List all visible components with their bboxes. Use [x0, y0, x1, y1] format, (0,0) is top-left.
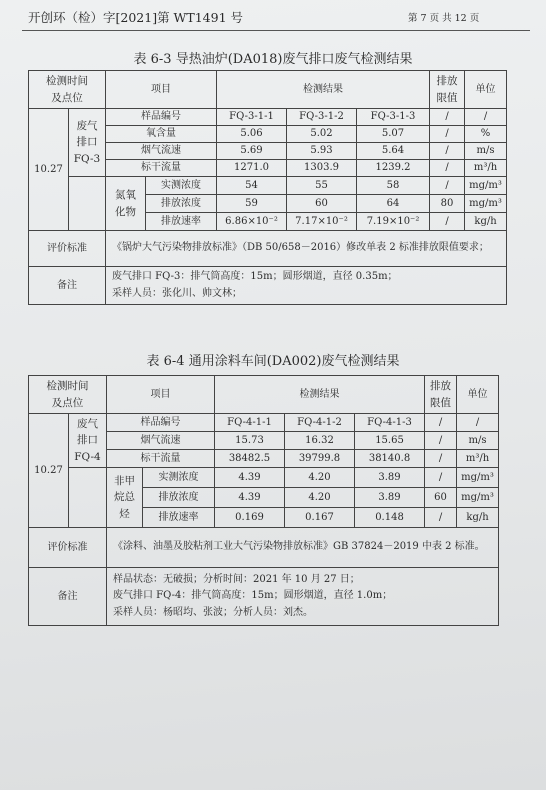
header-result: 检测结果	[217, 71, 430, 109]
standard-text: 《涂料、油墨及胶粘剂工业大气污染物排放标准》GB 37824－2019 中表 2 标准。	[107, 528, 499, 568]
table-row: 标干流量 1271.0 1303.9 1239.2 / m³/h	[29, 160, 507, 177]
report-number: 开创环（检）字[2021]第 WT1491 号	[28, 10, 244, 25]
header-divider	[22, 30, 530, 31]
table-row: 氮氧 化物 实测浓度 54 55 58 / mg/m³	[29, 177, 507, 195]
table-row: 排放浓度 4.39 4.20 3.89 60 mg/m³	[29, 488, 499, 508]
table-row: 烟气流速 15.73 16.32 15.65 / m/s	[29, 432, 499, 450]
table-row: 氧含量 5.06 5.02 5.07 / %	[29, 126, 507, 143]
standard-label: 评价标准	[29, 528, 107, 568]
header-time-point: 检测时间 及点位	[29, 376, 107, 414]
table-row: 排放浓度 59 60 64 80 mg/m³	[29, 195, 507, 213]
table-row: 10.27 废气 排口 FQ-3 样品编号 FQ-3-1-1 FQ-3-1-2 FQ-3-1-3 / /	[29, 109, 507, 126]
header-unit: 单位	[457, 376, 499, 414]
empty-cell	[69, 177, 106, 231]
header-limit: 排放 限值	[425, 376, 457, 414]
header-unit: 单位	[465, 71, 507, 109]
header-limit: 排放 限值	[430, 71, 465, 109]
table-row: 烟气流速 5.69 5.93 5.64 / m/s	[29, 143, 507, 160]
table-6-4	[28, 375, 499, 626]
table-row: 排放速率 0.169 0.167 0.148 / kg/h	[29, 508, 499, 528]
remarks-text: 废气排口 FQ-3：排气筒高度：15m；圆形烟道，直径 0.35m； 采样人员：张化川、帅文林；	[106, 267, 507, 305]
page-number: 第 7 页 共 12 页	[408, 13, 480, 24]
remarks-label: 备注	[29, 568, 107, 626]
header-time-point: 检测时间 及点位	[29, 71, 106, 109]
header-item: 项目	[106, 71, 217, 109]
date-cell: 10.27	[29, 109, 69, 231]
table-row: 标干流量 38482.5 39799.8 38140.8 / m³/h	[29, 450, 499, 468]
table-row: 10.27 废气 排口 FQ-4 样品编号 FQ-4-1-1 FQ-4-1-2 FQ-4-1-3 / /	[29, 414, 499, 432]
table-6-3	[28, 70, 507, 305]
table-6-4-title: 表 6-4 通用涂料车间(DA002)废气检测结果	[146, 354, 400, 369]
header-result: 检测结果	[215, 376, 425, 414]
remarks-label: 备注	[29, 267, 106, 305]
standard-label: 评价标准	[29, 231, 106, 267]
point-cell: 废气 排口 FQ-3	[69, 109, 106, 177]
group-cell: 氮氧 化物	[106, 177, 146, 231]
group-cell: 非甲 烷总 烃	[107, 468, 143, 528]
standard-text: 《锅炉大气污染物排放标准》（DB 50/658－2016）修改单表 2 标准排放限值要求；	[106, 231, 507, 267]
table-row: 非甲 烷总 烃 实测浓度 4.39 4.20 3.89 / mg/m³	[29, 468, 499, 488]
remarks-text: 样品状态：无破损；分析时间：2021 年 10 月 27 日； 废气排口 FQ-4：排气筒高度：15m；圆形烟道，直径 1.0m； 采样人员：杨昭均、张波；分析人员：刘杰。	[107, 568, 499, 626]
table-row: 排放速率 6.86×10⁻² 7.17×10⁻² 7.19×10⁻² / kg/h	[29, 213, 507, 231]
date-cell: 10.27	[29, 414, 69, 528]
header-item: 项目	[107, 376, 215, 414]
empty-cell	[69, 468, 107, 528]
point-cell: 废气 排口 FQ-4	[69, 414, 107, 468]
table-6-3-title: 表 6-3 导热油炉(DA018)废气排口废气检测结果	[133, 52, 413, 67]
